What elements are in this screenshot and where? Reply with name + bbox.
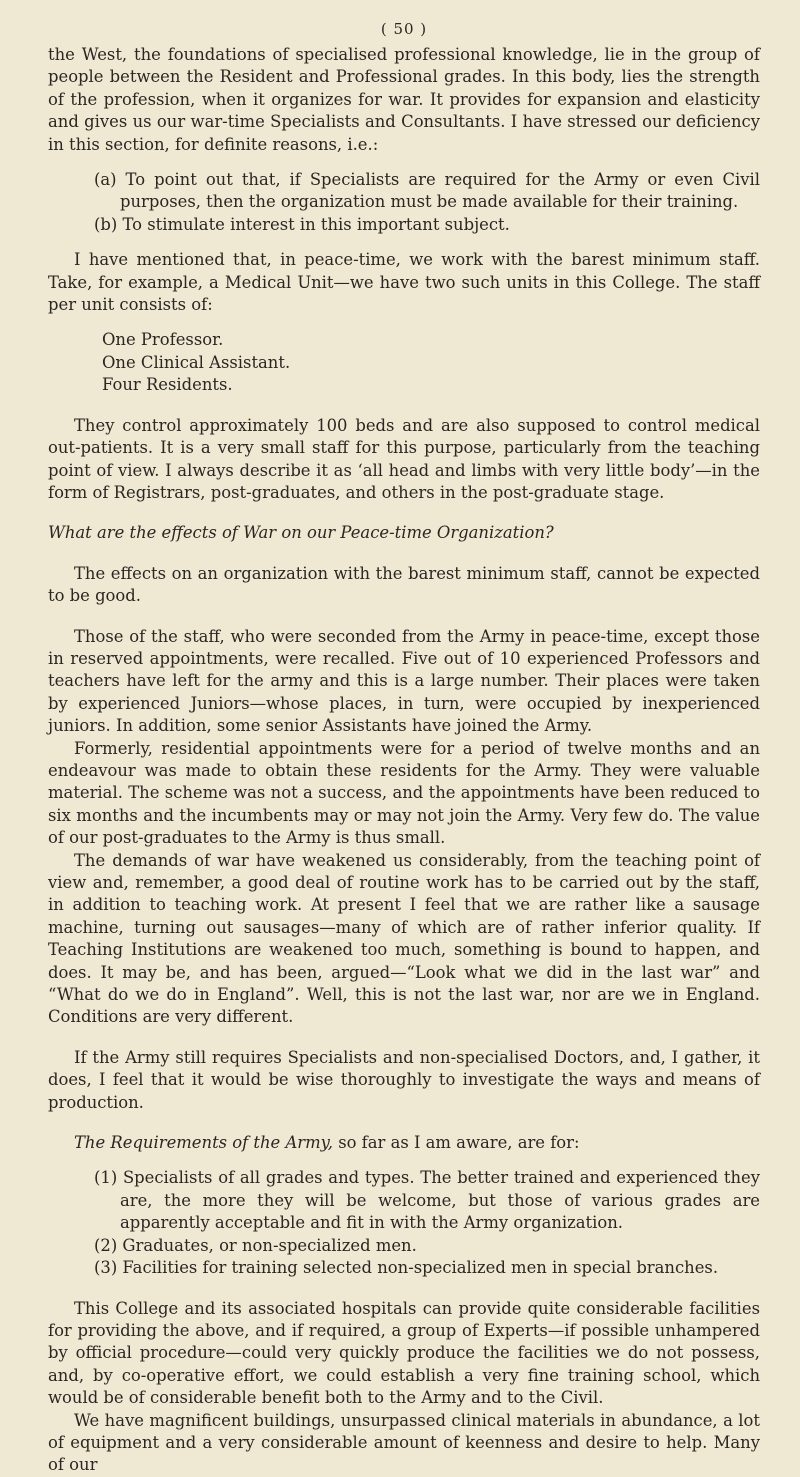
- list-item-b: (b) To stimulate interest in this important subject.: [94, 214, 510, 234]
- paragraph-beds: They control approximately 100 beds and are also supposed to control medical out-patients. It is a very small staff for this purpose, particularly from the teaching point of view. I always describe it as ‘all head and limbs with very little body’—in the form of Registrars, post-graduates, and others in the post-graduate stage.: [48, 415, 760, 502]
- section-heading-effects: What are the effects of War on our Peace-time Organization?: [48, 523, 554, 543]
- paragraph-seconded: Those of the staff, who were seconded from the Army in peace-time, except those in reserved appointments, were recalled. Five out of 10 experienced Professors and teachers have left for the army and this is a large number. Their places were taken by experienced Juniors—whose places, in turn, were occupied by inexperienced juniors. In addition, some senior Assistants have joined the Army.: [48, 626, 760, 736]
- paragraph-demands: The demands of war have weakened us considerably, from the teaching point of view and, remember, a good deal of routine work has to be carried out by the staff, in addition to teaching work. At present I feel that we are rather like a sausage machine, turning out sausages—many of which are of rather inferior quality. If Teaching Institutions are weakened too much, something is bound to happen, and does. It may be, and has been, argued—“Look what we did in the last war” and “What do we do in England”. Well, this is not the last war, nor are we in England. Conditions are very different.: [48, 850, 760, 1027]
- staff-item-residents: Four Residents.: [102, 375, 233, 395]
- list-item-a: (a) To point out that, if Specialists are required for the Army or even Civil purposes, then the organization must be made available for their training.: [94, 170, 760, 212]
- section-heading-requirements: [48, 1132, 760, 1154]
- paragraph-staff: I have mentioned that, in peace-time, we work with the barest minimum staff. Take, for example, a Medical Unit—we have two such units in this College. The staff per unit consists of:: [48, 250, 760, 315]
- paragraph-specialists: If the Army still requires Specialists and non-specialised Doctors, and, I gather, it does, I feel that it would be wise thoroughly to investigate the ways and means of production.: [48, 1047, 760, 1112]
- requirements-heading-italic: The Requirements of the Army,: [74, 1133, 333, 1153]
- requirement-item-3: (3) Facilities for training selected non-specialized men in special branches.: [94, 1258, 719, 1278]
- paragraph-effects: The effects on an organization with the barest minimum staff, cannot be expected to be good.: [48, 563, 760, 606]
- staff-item-professor: One Professor.: [102, 330, 224, 350]
- requirements-heading-rest: so far as I am aware, are for:: [332, 1133, 580, 1153]
- paragraph-intro: the West, the foundations of specialised professional knowledge, lie in the group of people between the Resident and Professional grades. In this body, lies the strength of the profession, when it organizes for war. It provides for expansion and elasticity and gives us our war-time Specialists and Consultants. I have stressed our deficiency in this section, for definite reasons, i.e.:: [48, 45, 760, 154]
- requirement-item-2: (2) Graduates, or non-specialized men.: [94, 1235, 417, 1255]
- staff-item-clinical-assistant: One Clinical Assistant.: [102, 352, 291, 372]
- paragraph-buildings: We have magnificent buildings, unsurpassed clinical materials in abundance, a lot of equipment and a very considerable amount of keenness and desire to help. Many of our: [48, 1410, 760, 1475]
- requirement-item-1: (1) Specialists of all grades and types. The better trained and experienced they are, the more they will be welcome, but those of various grades are apparently acceptable and fit in with the Army organization.: [94, 1168, 760, 1233]
- page-number: ( 50 ): [380, 20, 428, 38]
- paragraph-college: This College and its associated hospitals can provide quite considerable facilities for providing the above, and if required, a group of Experts—if possible unhampered by official procedure—could very quickly produce the facilities we do not possess, and, by co-operative effort, we could establish a very fine training school, which would be of considerable benefit both to the Army and to the Civil.: [48, 1298, 760, 1408]
- paragraph-residential: Formerly, residential appointments were for a period of twelve months and an endeavour was made to obtain these residents for the Army. They were valuable material. The scheme was not a success, and the appointments have been reduced to six months and the incumbents may or may not join the Army. Very few do. The value of our post-graduates to the Army is thus small.: [48, 738, 760, 848]
